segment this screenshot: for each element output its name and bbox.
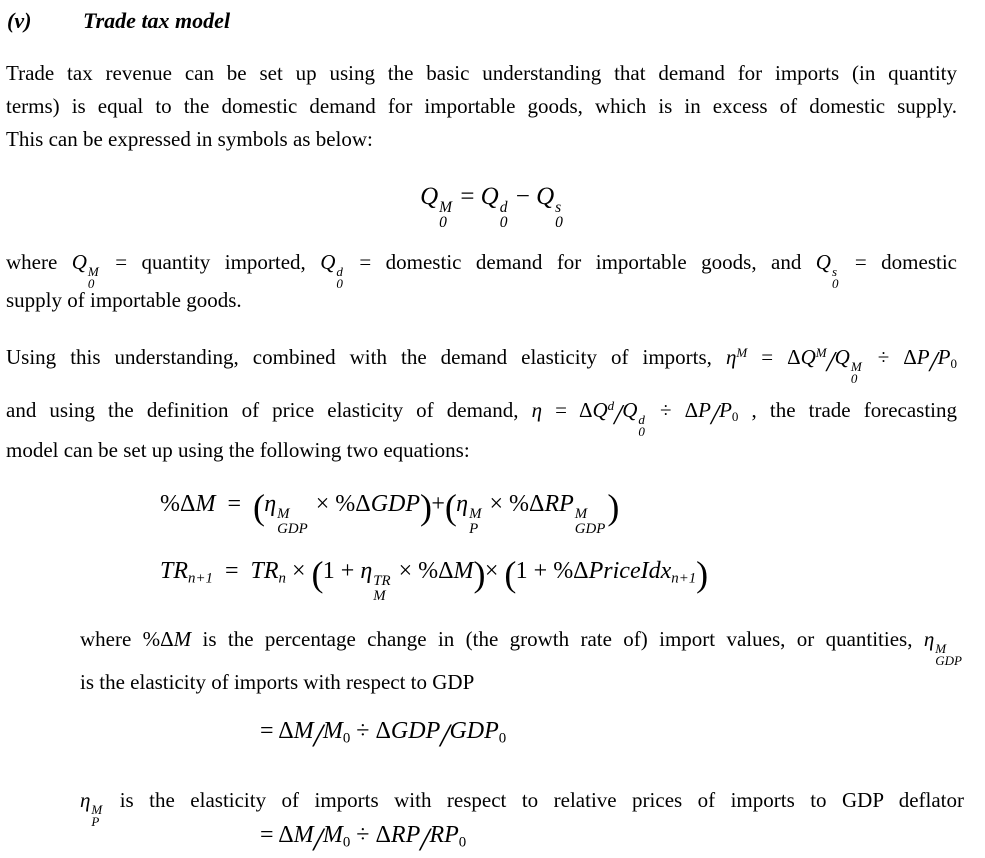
- math-token: Q: [71, 250, 87, 274]
- math-token: RP: [390, 822, 421, 848]
- math-subsup-stack: [500, 200, 508, 230]
- math-token: M: [469, 506, 482, 523]
- paragraph-3-line-1: [6, 344, 957, 386]
- math-subsup-stack: [638, 411, 645, 440]
- math-token: (: [252, 486, 265, 527]
- math-token: = Δ: [260, 822, 294, 848]
- section-number: (v): [7, 8, 32, 33]
- math-token: /: [826, 346, 835, 379]
- math-token: P: [719, 398, 732, 423]
- math-token: M: [322, 822, 343, 848]
- math-token: M: [87, 263, 99, 279]
- math-token: /: [440, 716, 450, 754]
- math-token: (: [311, 553, 323, 594]
- math-token: M: [453, 558, 474, 584]
- math-token: n: [278, 570, 286, 587]
- math-token: η: [360, 558, 373, 584]
- math-token: Q: [536, 183, 555, 210]
- math-token: ÷ Δ: [350, 822, 391, 848]
- math-token: /: [420, 820, 430, 858]
- paragraph-3-line-3: [6, 437, 957, 465]
- paragraph-1-line-1: [6, 60, 957, 88]
- math-subsup-stack: [439, 200, 452, 230]
- math-token: is the elasticity of imports with respect to GDP: [80, 670, 475, 694]
- math-token: M: [736, 345, 748, 360]
- math-token: where %Δ: [80, 627, 174, 651]
- math-token: (: [504, 553, 516, 594]
- math-token: d: [607, 398, 615, 413]
- math-token: M: [815, 345, 827, 360]
- paragraph-1-line-2: [6, 93, 957, 121]
- math-token: 0: [342, 834, 351, 851]
- math-token: /: [929, 346, 938, 379]
- math-token: ): [473, 553, 485, 594]
- math-token: 0: [342, 730, 351, 747]
- equation-trade-revenue: [160, 553, 708, 604]
- math-subsup-stack: [850, 358, 862, 387]
- math-token: 0: [439, 213, 447, 231]
- math-token: η: [264, 491, 277, 517]
- math-token: TR: [250, 558, 279, 584]
- math-token: /: [711, 399, 720, 432]
- equation-gdp-elasticity: [260, 716, 507, 754]
- math-token: = domestic demand for importable goods, and: [344, 250, 816, 274]
- math-token: ): [607, 486, 619, 527]
- math-token: 0: [638, 424, 645, 440]
- math-token: ×: [484, 558, 505, 584]
- math-token: GDP: [390, 718, 441, 744]
- math-token: M: [439, 198, 453, 216]
- math-token: model can be set up using the following two equations:: [6, 438, 470, 462]
- math-token: RP: [429, 822, 459, 848]
- math-token: × %Δ: [392, 558, 454, 584]
- math-token: η: [725, 345, 737, 370]
- math-token: n+1: [671, 570, 697, 587]
- paragraph-3-line-2: [6, 397, 957, 439]
- math-token: 0: [950, 356, 957, 372]
- math-token: Q: [622, 398, 638, 423]
- math-token: M: [293, 822, 314, 848]
- math-token: =: [212, 558, 251, 584]
- math-token: 0: [850, 371, 858, 387]
- math-token: Using this understanding, combined with the demand elasticity of imports,: [6, 345, 726, 370]
- math-token: TR: [160, 558, 189, 584]
- paragraph-2-line-2: [6, 287, 957, 315]
- math-token: ×: [285, 558, 312, 584]
- math-subsup-stack: [91, 801, 103, 830]
- math-token: TR: [373, 573, 391, 590]
- math-token: = Δ: [747, 345, 801, 370]
- math-token: × %Δ: [309, 491, 371, 517]
- math-token: η: [531, 398, 543, 423]
- math-token: , the trade forecasting: [738, 398, 958, 423]
- math-token: Q: [592, 398, 608, 423]
- math-token: %Δ: [160, 491, 196, 517]
- math-token: = domestic: [840, 250, 957, 274]
- paragraph-2-line-1: [6, 249, 957, 291]
- equation-import-identity: [0, 180, 985, 230]
- math-token: Q: [480, 183, 499, 210]
- math-token: d: [336, 263, 343, 279]
- math-token: d: [499, 198, 508, 216]
- math-token: M: [195, 491, 216, 517]
- math-token: M: [293, 718, 314, 744]
- section-heading: [7, 6, 230, 35]
- math-token: /: [313, 716, 323, 754]
- paragraph-5-line-1: [80, 787, 964, 829]
- math-token: Trade tax revenue can be set up using the basic understanding that demand for imports (in quantity: [6, 61, 957, 85]
- math-token: Q: [834, 345, 850, 370]
- math-token: M: [322, 718, 343, 744]
- section-title: Trade tax model: [83, 8, 231, 33]
- math-subsup-stack: [555, 200, 563, 230]
- math-token: 0: [498, 730, 507, 747]
- math-token: supply of importable goods.: [6, 288, 242, 312]
- math-token: 0: [458, 834, 467, 851]
- math-token: 0: [731, 409, 739, 425]
- math-token: s: [555, 198, 562, 216]
- math-token: (: [444, 486, 457, 527]
- math-token: =: [215, 491, 253, 517]
- math-token: Q: [800, 345, 816, 370]
- math-token: × %Δ: [483, 491, 545, 517]
- math-subsup-stack: [469, 507, 481, 536]
- math-token: 1 + %Δ: [515, 558, 589, 584]
- math-token: GDP: [574, 521, 606, 537]
- math-token: 0: [87, 276, 95, 292]
- paragraph-4-line-1: [80, 626, 964, 668]
- math-token: Q: [815, 250, 831, 274]
- math-token: ): [420, 486, 432, 527]
- math-token: M: [277, 506, 290, 523]
- math-token: +: [431, 491, 445, 517]
- math-token: PriceIdx: [588, 558, 672, 584]
- math-token: P: [469, 521, 479, 537]
- math-token: M: [850, 358, 862, 374]
- math-token: /: [313, 820, 323, 858]
- math-subsup-stack: [373, 574, 390, 603]
- math-token: η: [80, 788, 91, 812]
- math-token: P: [937, 345, 951, 370]
- math-token: ): [696, 553, 708, 594]
- math-token: is the percentage change in (the growth rate of) import values, or quantities,: [191, 627, 924, 651]
- math-token: P: [91, 814, 100, 830]
- paragraph-1-line-3: [6, 126, 957, 154]
- math-token: = quantity imported,: [100, 250, 321, 274]
- math-token: M: [574, 506, 588, 523]
- math-token: =: [454, 183, 481, 210]
- math-token: η: [456, 491, 469, 517]
- math-subsup-stack: [277, 507, 308, 536]
- math-token: GDP: [449, 718, 499, 744]
- math-token: d: [638, 411, 645, 427]
- math-token: −: [509, 183, 537, 210]
- math-token: n+1: [188, 570, 213, 587]
- math-token: M: [373, 588, 386, 604]
- math-token: 0: [336, 276, 343, 292]
- math-token: Q: [420, 183, 439, 210]
- math-token: s: [831, 263, 838, 279]
- equation-price-elasticity-cutoff: [260, 820, 467, 858]
- equation-percent-delta-M: [160, 486, 619, 537]
- math-token: GDP: [935, 653, 962, 669]
- math-token: RP: [544, 491, 574, 517]
- math-token: = Δ: [542, 398, 593, 423]
- paragraph-4-line-2: [80, 669, 964, 697]
- math-token: /: [614, 399, 623, 432]
- math-token: ÷ Δ: [646, 398, 699, 423]
- math-token: Q: [320, 250, 336, 274]
- math-token: terms) is equal to the domestic demand for importable goods, which is in excess of domestic supply.: [6, 94, 957, 118]
- math-token: P: [916, 345, 930, 370]
- math-token: 0: [499, 213, 508, 231]
- math-token: M: [91, 801, 103, 817]
- math-token: is the elasticity of imports with respect to relative prices of imports to GDP deflator: [104, 788, 964, 812]
- math-token: 0: [831, 276, 839, 292]
- math-token: M: [935, 640, 947, 656]
- math-subsup-stack: [935, 640, 962, 669]
- math-token: P: [698, 398, 711, 423]
- math-token: This can be expressed in symbols as below:: [6, 127, 373, 151]
- math-token: ÷ Δ: [350, 718, 391, 744]
- math-token: GDP: [370, 491, 421, 517]
- math-subsup-stack: [575, 507, 606, 536]
- math-token: 1 +: [322, 558, 361, 584]
- math-token: 0: [555, 213, 563, 231]
- math-token: M: [173, 627, 192, 651]
- math-token: η: [923, 627, 935, 651]
- math-token: where: [6, 250, 72, 274]
- math-token: GDP: [277, 521, 308, 537]
- math-token: ÷ Δ: [863, 345, 917, 370]
- math-token: and using the definition of price elasticity of demand,: [6, 398, 532, 423]
- math-token: = Δ: [260, 718, 294, 744]
